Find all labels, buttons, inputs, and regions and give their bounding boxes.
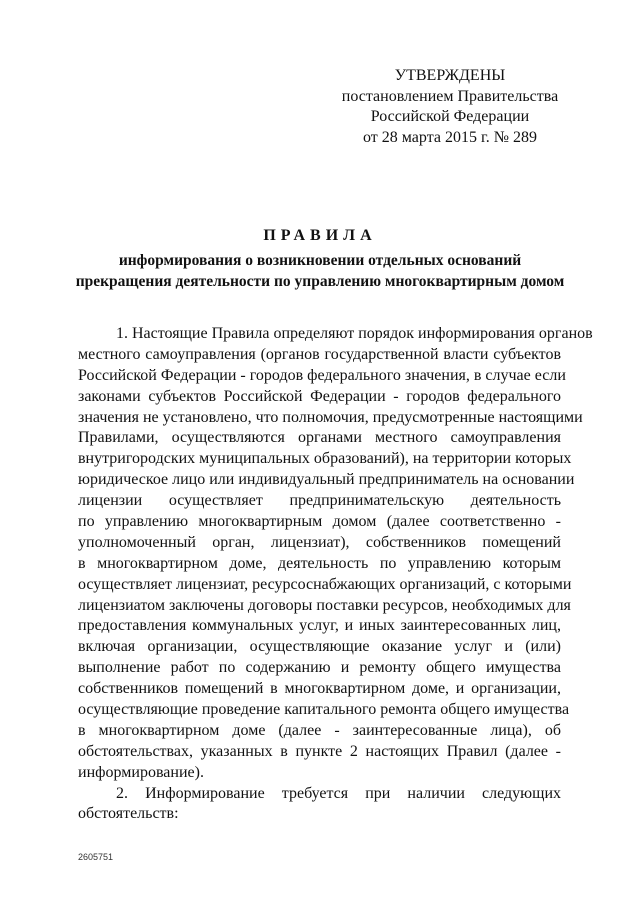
body-line: 1. Настоящие Правила определяют порядок информирования органов <box>116 325 593 342</box>
approval-heading: УТВЕРЖДЕНЫ <box>394 67 506 84</box>
body-line: юридическое лицо или индивидуальный предприниматель на основании <box>78 471 575 489</box>
body-line: местного самоуправления (органов государственной власти субъектов <box>78 345 561 363</box>
subtitle-line-2: прекращения деятельности по управлению многоквартирным домом <box>75 273 565 290</box>
body-line: выполнение работ по содержанию и ремонту общего имущества <box>78 659 561 677</box>
document-body <box>78 324 593 825</box>
body-line: лицензии осуществляет предпринимательскую деятельность <box>78 492 561 510</box>
approval-line-2: Российской Федерации <box>370 108 530 125</box>
body-line: информирование). <box>78 763 204 781</box>
document-subtitle <box>60 250 580 292</box>
body-line: в многоквартирном доме (далее - заинтересованные лица), об <box>78 721 561 739</box>
approval-line-1: постановлением Правительства <box>341 87 559 105</box>
approval-date-line: от 28 марта 2015 г. № 289 <box>363 128 537 146</box>
body-line: по управлению многоквартирным домом (далее соответственно - <box>78 513 561 531</box>
body-line: осуществляющие проведение капитального ремонта общего имущества <box>78 701 570 719</box>
body-line: Правилами, осуществляются органами местного самоуправления <box>78 429 561 447</box>
body-line: уполномоченный орган, лицензиат), собственников помещений <box>78 533 561 551</box>
document-code: 2605751 <box>78 852 114 862</box>
body-line: значения не установлено, что полномочия, предусмотренные настоящими <box>78 408 583 426</box>
body-line: лицензиатом заключены договоры поставки ресурсов, необходимых для <box>78 596 571 614</box>
body-line: включая организации, осуществляющие оказание услуг и (или) <box>78 638 561 656</box>
document-title: ПРАВИЛА <box>263 227 377 244</box>
body-line: осуществляет лицензиат, ресурсоснабжающих организаций, с которыми <box>78 575 572 593</box>
body-line: внутригородских муниципальных образований), на территории которых <box>78 450 572 468</box>
body-line: обстоятельствах, указанных в пункте 2 настоящих Правил (далее - <box>78 742 561 760</box>
subtitle-line-1: информирования о возникновении отдельных оснований <box>118 252 522 269</box>
body-line: 2. Информирование требуется при наличии следующих <box>116 784 561 802</box>
body-line: законами субъектов Российской Федерации - городов федерального <box>78 387 561 405</box>
body-line: Российской Федерации - городов федерального значения, в случае если <box>78 366 566 384</box>
body-line: предоставления коммунальных услуг, и иных заинтересованных лиц, <box>78 617 561 635</box>
body-line: в многоквартирном доме, деятельность по управлению которым <box>78 554 561 572</box>
approval-block <box>325 66 575 148</box>
body-line: обстоятельств: <box>78 805 179 823</box>
body-line: собственников помещений в многоквартирном доме, и организации, <box>78 680 561 698</box>
